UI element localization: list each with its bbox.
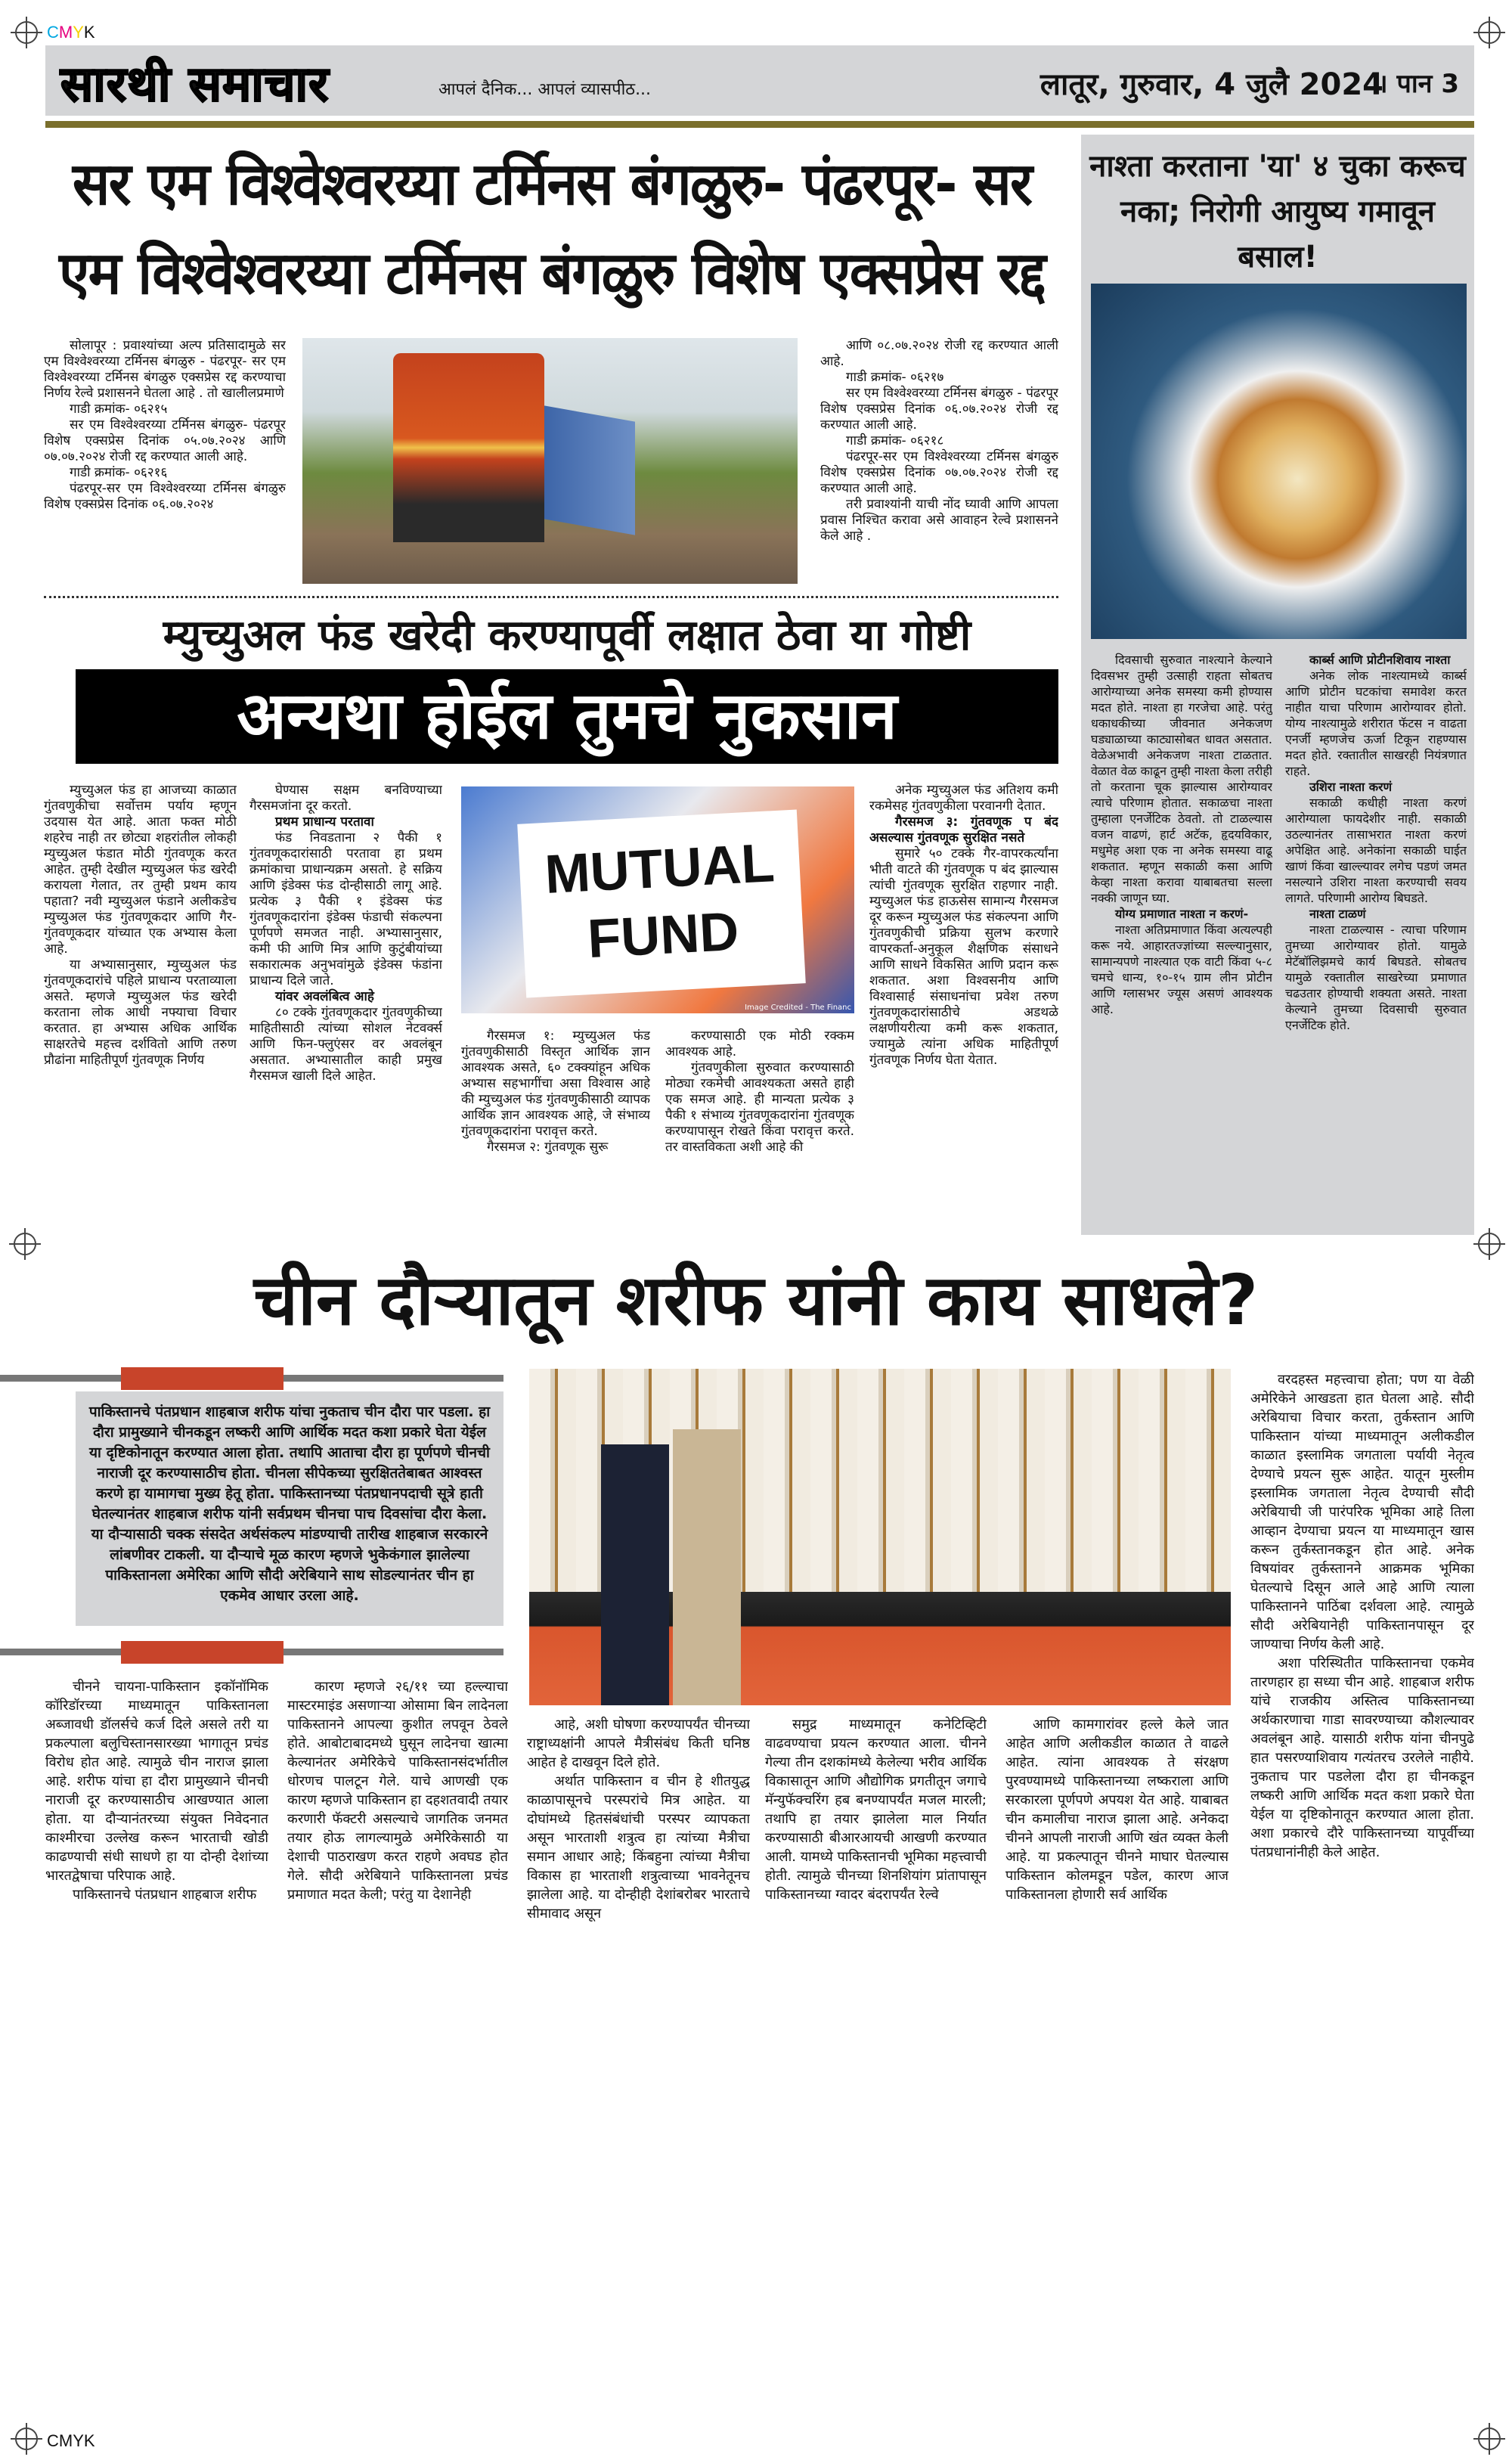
breakfast-photo xyxy=(1091,284,1467,639)
mutual-fund-kicker: म्युच्युअल फंड खरेदी करण्यापूर्वी लक्षात ठेवा या गोष्टी xyxy=(163,611,971,660)
mf-column-1: म्युच्युअल फंड हा आजच्या काळात गुंतवणुकीचा सर्वोत्तम पर्याय म्हणून उदयास येत आहे. आता फक्त मोठी शहरेच नाही तर छोट्या शहरांतील लोकही म्युच्युअल फंडात मोठी गुंतवणूक करत आहेत. तुम्ही देखील म्युच्युअल फंड खरेदी करायला गेलात, तर तुम्ही प्रथम काय पहाता? नवी म्युच्युअल फंडाने अलीकडेच म्युच्युअल फंड गुंतवणूकदार आणि गैर-गुंतवणूकदार यांच्यात एक अभ्यास केला आहे. या अभ्यासानुसार, म्युच्युअल फंड गुंतवणूकदारांचे पहिले प्राधान्य परताव्याला असते. म्हणजे म्युच्युअल फंड खरेदी करताना लोक आधी नफ्याचा विचार करतात. हा अभ्यास अधिक आर्थिक साक्षरतेचे महत्त्व दर्शवितो आणि तरुण प्रौढांना माहितीपूर्ण गुंतवणूक निर्णय xyxy=(44,783,237,1068)
china-column-5: आणि कामगारांवर हल्ले केले जात आहेत आणि अलीकडील काळात ते वाढले आहेत. त्यांना आवश्यक ते संरक्षण पुरवण्यामध्ये पाकिस्तानच्या लष्कराला आणि सरकारला पूर्णपणे अपयश येत आहे. याबाबत चीन कमालीचा नाराज झाला आहे. अनेकदा चीनने आपली नाराजी आणि खंत व्यक्त केली आहे. या प्रकल्पातून चीनने माघार घेतल्यास पाकिस्तान कोलमडून पडेल, कारण आज पाकिस्तानला होणारी सर्व आर्थिक xyxy=(1005,1717,1228,1903)
china-column-1: चीनने चायना-पाकिस्तान इकॉनॉमिक कॉरिडॉरच्या माध्यमातून पाकिस्तानला अब्जावधी डॉलर्सचे कर्ज दिले असले तरी या प्रकल्पाला बलुचिस्तानसारख्या भागातून प्रचंड विरोध होत आहे. त्यामुळे चीन नाराज झाला आहे. शरीफ यांचा हा दौरा प्रामुख्याने चीनची नाराजी दूर करण्यासाठीच आखण्यात आला होता. या दौऱ्यानंतरच्या संयुक्त निवेदनात काश्मीरचा उल्लेख करून भारताची खोडी काढण्याची संधी साधणे हा या दोन्ही देशांच्या भारतद्वेषाचा परिपाक आहे. पाकिस्तानचे पंतप्रधान शाहबाज शरीफ xyxy=(45,1679,268,1903)
mf-column-4: करण्यासाठी एक मोठी रक्कम आवश्यक आहे. गुंतवणुकीला सुरुवात करण्यासाठी मोठ्या रकमेची आवश्यकता असते हाही एक समज आहे. ही मान्यता प्रत्येक ३ पैकी १ संभाव्य गुंतवणूकदारांना गुंतवणूक करण्यापासून रोखते किंवा परावृत्त करते. तर वास्तविकता अशी आहे की xyxy=(665,1028,854,1155)
tagline: आपलं दैनिक... आपलं व्यासपीठ... xyxy=(438,80,652,99)
china-column-4: समुद्र माध्यमातून कनेटिव्हिटी वाढवण्याचा प्रयत्न करण्यात आला. चीनने गेल्या तीन दशकांमध्ये केलेल्या भरीव आर्थिक विकासातून आणि औद्योगिक प्रगतीतून जगाचे मॅन्युफॅक्चरिंग हब बनण्यापर्यंत मजल मारली; तथापि हा तयार झालेला माल निर्यात करण्यासाठी बीआरआयची आखणी करण्यात आली. यामध्ये पाकिस्तानची भूमिका महत्त्वाची होती. त्यामुळे चीनच्या शिनशियांग प्रांतापासून पाकिस्तानच्या ग्वादर बंदरापर्यंत रेल्वे xyxy=(765,1717,987,1903)
registration-mark-icon xyxy=(1478,1233,1501,1255)
china-headline-box xyxy=(106,1252,1406,1354)
registration-mark-icon xyxy=(1478,2427,1501,2450)
masthead-rule xyxy=(45,121,1474,128)
section-divider xyxy=(44,596,1058,598)
dateline: लातूर, गुरुवार, 4 जुलै 2024 xyxy=(1040,67,1383,102)
mf-column-3: गैरसमज १: म्युच्युअल फंड गुंतवणुकीसाठी विस्तृत आर्थिक ज्ञान आवश्यक असते, ६० टक्क्यांहून अधिक अभ्यास सहभागींचा असा विश्वास आहे की म्युच्युअल फंड गुंतवणुकीसाठी व्यापक आर्थिक ज्ञान आवश्यक आहे, जे संभाव्य गुंतवणूकदारांना परावृत्त करते. गैरसमज २: गुंतवणूक सुरू xyxy=(461,1028,650,1155)
mutual-fund-headline: अन्यथा होईल तुमचे नुकसान xyxy=(76,669,1058,764)
registration-mark-icon xyxy=(15,21,38,44)
china-column-2: कारण म्हणजे २६/११ च्या हल्ल्याचा मास्टरमाइंड असणाऱ्या ओसामा बिन लादेनला पाकिस्तानने आपल्या कुशीत लपवून ठेवले होते. आबोटाबादमध्ये घुसून लादेनचा खात्मा केल्यानंतर अमेरिकेचे पाकिस्तानसंदर्भातील धोरणच पालटून गेले. याचे आणखी एक कारण म्हणजे पाकिस्तान हा दहशतवादी तयार करणारी फॅक्टरी असल्याचे जागतिक जनमत तयार होऊ लागल्यामुळे अमेरिकेसाठी या देशाची पाठराखण करत राहणे अवघड होत गेले. सौदी अरेबियाने पाकिस्तानला प्रचंड प्रमाणात मदत केली; परंतु या देशानेही xyxy=(287,1679,508,1903)
breakfast-headline: नाश्ता करताना 'या' ४ चुका करूच नका; निरोगी आयुष्य गमावून बसाल! xyxy=(1089,149,1466,275)
china-column-3: आहे, अशी घोषणा करण्यापर्यंत चीनच्या राष्ट्राध्यक्षांनी आपले मैत्रीसंबंध किती घनिष्ठ आहेत हे दाखवून दिले होते. अर्थात पाकिस्तान व चीन हे शीतयुद्ध काळापासूनचे परस्परांचे मित्र आहेत. या दोघांमध्ये हितसंबंधांची परस्पर व्यापकता असून भारताशी शत्रुत्व हा त्यांच्या मैत्रीचा समान आधार आहे; किंबहुना त्यांच्या मैत्रीचा विकास हा भारताशी शत्रुत्वाच्या भावनेतूनच झालेला आहे. या दोन्हीही देशांबरोबर भारताचे सीमावाद असून xyxy=(527,1717,750,1922)
print-color-mark: CMYK xyxy=(47,23,95,42)
train-story-left-column: सोलापूर : प्रवाश्यांच्या अल्प प्रतिसादामुळे सर एम विश्वेश्वरय्या टर्मिनस बंगळुरु - पंढरपूर- सर एम विश्वेश्वरय्या टर्मिनस बंगळुरु एक्सप्रेस रद्द करण्याचा निर्णय रेल्वे प्रशासनने घेतला आहे . तो खालीलप्रमाणे गाडी क्रमांक- ०६२१५ सर एम विश्वेश्वरय्या टर्मिनस बंगळुरु- पंढरपूर विशेष एक्सप्रेस दिनांक ०५.०७.२०२४ आणि ०७.०७.२०२४ रोजी रद्द करण्यात आली आहे. गाडी क्रमांक- ०६२१६ पंढरपूर-सर एम विश्वेश्वरय्या टर्मिनस बंगळुरु विशेष एक्सप्रेस दिनांक ०६.०७.२०२४ xyxy=(44,338,286,512)
page-number: । पान 3 xyxy=(1377,69,1459,99)
mf-column-2: घेण्यास सक्षम बनविण्याच्या गैरसमजांना दूर करतो. प्रथम प्राधान्य परतावा फंड निवडताना २ पैकी १ गुंतवणूकदारांसाठी परतावा हा प्रथम क्रमांकाचा प्राधान्यक्रम असतो. हे सक्रिय आणि इंडेक्स फंड दोन्हीसाठी लागू आहे. प्रत्येक ३ पैकी १ इंडेक्स फंड गुंतवणूकदारांना इंडेक्स फंडाची संकल्पना पूर्णपणे समजत नाही. अभ्यासानुसार, कमी फी आणि मित्र आणि कुटुंबीयांच्या सकारात्मक अनुभवांमुळे इंडेक्स फंडांना प्राधान्य दिले जाते. यांवर अवलंबित्व आहे ८० टक्के गुंतवणूकदार गुंतवणुकीच्या माहितीसाठी त्यांच्या सोशल नेटवर्क्स आणि फिन-फ्लुएंसर वर अवलंबून असतात. अभ्यासातील काही प्रमुख गैरसमज खाली दिले आहेत. xyxy=(249,783,442,1084)
mf-column-5: अनेक म्युच्युअल फंड अतिशय कमी रकमेसह गुंतवणुकीला परवानगी देतात. गैरसमज ३: गुंतवणूक प बंद असल्यास गुंतवणूक सुरक्षित नसते सुमारे ५० टक्के गैर-वापरकर्त्यांना भीती वाटते की गुंतवणूक प बंद झाल्यास त्यांची गुंतवणूक सुरक्षित राहणार नाही. म्युच्युअल फंड हाऊसेस सामान्य गैरसमज दूर करून म्युच्युअल फंड संकल्पना आणि गुंतवणुकीची प्रक्रिया सुलभ करणारे वापरकर्ता-अनुकूल शैक्षणिक संसाधने आणि साधने विकसित आणि प्रदान करू शकतात. अशा विश्वसनीय आणि विश्वासार्ह संसाधनांचा प्रवेश तरुण गुंतवणूकदारांसाठीचे अडथळे लक्षणीयरीत्या कमी करू शकतात, ज्यामुळे त्यांना अधिक माहितीपूर्ण गुंतवणूक निर्णय घेता येतात. xyxy=(869,783,1058,1068)
breakfast-column-1: दिवसाची सुरुवात नाश्त्याने केल्याने दिवसभर तुम्ही उत्साही राहता सोबतच आरोग्याच्या अनेक समस्या कमी होण्यास मदत होते. नाश्ता हा गरजेचा आहे. परंतु धकाधकीच्या जीवनात अनेकजण घड्याळाच्या काट्यासोबत धावत असतात. वेळेअभावी अनेकजण नाश्ता टाळतात. वेळात वेळ काढून तुम्ही नाश्ता केला तरीही तो करताना चूक झाल्यास आरोग्यावर त्याचे परिणाम होतात. सकाळचा नाश्ता तुम्हाला एनर्जेटिक ठेवतो. तो टाळल्यास वजन वाढणं, हार्ट अटॅक, हृदयविकार, मधुमेह अशा एक ना अनेक समस्या वाढू शकतात. म्हणून सकाळी कसा आणि केव्हा नाश्ता करावा याबाबतचा सल्ला नक्की जाणून घ्या. योग्य प्रमाणात नाश्ता न करणं- नाश्ता अतिप्रमाणात किंवा अत्यल्पही करू नये. आहारतज्ज्ञांच्या सल्ल्यानुसार, सामान्यपणे नाश्त्यात एक वाटी किंवा ५-८ चमचे धान्य, १०-१५ ग्राम लीन प्रोटीन आणि ग्लासभर ज्यूस असणं आवश्यक आहे. xyxy=(1091,653,1272,1016)
decorative-rule xyxy=(0,1375,503,1382)
train-photo xyxy=(302,338,798,584)
mutual-fund-image xyxy=(461,786,854,1013)
image-credit: Image Credited - The Financ xyxy=(745,1004,851,1012)
china-lede: पाकिस्तानचे पंतप्रधान शाहबाज शरीफ यांचा नुकताच चीन दौरा पार पडला. हा दौरा प्रामुख्याने चीनकडून लष्करी आणि आर्थिक मदत कशा प्रकारे घेता येईल या दृष्टिकोनातून करण्यात आला होता. तथापि आताचा दौरा हा पूर्णपणे चीनची नाराजी दूर करण्यासाठीच होता. चीनला सीपेकच्या सुरक्षिततेबाबत आश्वस्त करणे हा यामागचा मुख्य हेतू होता. पाकिस्तानच्या पंतप्रधानपदाची सूत्रे हाती घेतल्यानंतर शाहबाज शरीफ यांनी सर्वप्रथम चीनचा पाच दिवसांचा दौरा केला. या दौऱ्यासाठी चक्क संसदेत अर्थसंकल्प मांडण्याची तारीख शाहबाज सरकारने लांबणीवर टाकली. या दौऱ्याचे मूळ कारण म्हणजे भुकेकंगाल झालेल्या पाकिस्तानला अमेरिका आणि सौदी अरेबियाने साथ सोडल्यानंतर चीन हा एकमेव आधार उरला आहे. xyxy=(76,1391,503,1626)
train-headline: सर एम विश्वेश्वरय्या टर्मिनस बंगळुरु- पंढरपूर- सर एम विश्वेश्वरय्या टर्मिनस बंगळुरु विशेष एक्सप्रेस रद्द xyxy=(59,150,1045,308)
china-right-column: वरदहस्त महत्त्वाचा होता; पण या वेळी अमेरिकेने आखडता हात घेतला आहे. सौदी अरेबियाचा विचार करता, तुर्कस्तान आणि पाकिस्तान यांच्या माध्यमातून अलीकडील काळात इस्लामिक जगताला पर्यायी नेतृत्व देण्याचे प्रयत्न सुरू आहेत. यातून मुस्लीम इस्लामिक जगताला नेतृत्व देण्याची सौदी अरेबियाची जी पारंपरिक भूमिका आहे तिला आव्हान देण्याचा प्रयत्न या माध्यमातून खास करून तुर्कस्तानकडून होत आहे. अनेक विषयांवर तुर्कस्तानने आक्रमक भूमिका घेतल्याचे दिसून आले आहे आणि त्याला पाकिस्तानने पाठिंबा दर्शवला आहे. त्यामुळे सौदी अरेबियानेही पाकिस्तानपासून दूर जाण्याचा निर्णय केली आहे. अशा परिस्थितीत पाकिस्तानचा एकमेव तारणहार हा सध्या चीन आहे. शाहबाज शरीफ यांचे राजकीय अस्तित्व पाकिस्तानच्या अर्थकारणाचा गाडा सावरण्याच्या कौशल्यावर अवलंबून आहे. यासाठी शरीफ यांना चीनपुढे हात पसरण्याशिवाय गत्यंतरच उरलेले नाहीये. नुकताच पार पडलेला दौरा हा चीनकडून लष्करी आणि आर्थिक मदत कशा प्रकारे घेता येईल या दृष्टिकोनातून करण्यात आला होता. अशा प्रकारचे दौरे पाकिस्तानच्या यापूर्वीच्या पंतप्रधानांनीही केले आहेत. xyxy=(1250,1372,1474,1860)
train-story-right-column: आणि ०८.०७.२०२४ रोजी रद्द करण्यात आली आहे. गाडी क्रमांक- ०६२१७ सर एम विश्वेश्वरय्या टर्मिनस बंगळुरु - पंढरपूर विशेष एक्सप्रेस दिनांक ०६.०७.२०२४ रोजी रद्द करण्यात आली आहे. गाडी क्रमांक- ०६२१८ पंढरपूर-सर एम विश्वेश्वरय्या टर्मिनस बंगळुरु विशेष एक्सप्रेस दिनांक ०७.०७.२०२४ रोजी रद्द करण्यात आली आहे. तरी प्रवाश्यांनी याची नोंद घ्यावी आणि आपला प्रवास निश्चित करावा असे आवाहन रेल्वे प्रशासनने केले आहे . xyxy=(820,338,1058,544)
print-color-mark: CMYK xyxy=(47,2431,95,2450)
honor-guard-photo xyxy=(529,1369,1231,1705)
newspaper-logo: सारथी समाचार xyxy=(60,57,330,113)
masthead xyxy=(45,45,1474,116)
breakfast-column-2: कार्ब्स आणि प्रोटीनशिवाय नाश्ता अनेक लोक नाश्त्यामध्ये कार्ब्स आणि प्रोटीन घटकांचा समावेश करत नाहीत याचा परिणाम आरोग्यावर होतो. योग्य नाश्त्यामुळे शरीरात फॅटस न वाढता एनर्जी म्हणजेच ऊर्जा टिकून राहण्यास मदत होते. रक्तातील साखरही नियंत्रणात राहते. उशिरा नाश्ता करणं सकाळी कधीही नाश्ता करणं आरोग्याला फायदेशीर नाही. सकाळी उठल्यानंतर तासाभरात नाश्ता करणं अपेक्षित आहे. अनेकांना सकाळी घाईत खाणं किंवा खाल्ल्यावर लगेच पडणं जमत नसल्याने उशिरा नाश्ता करण्याची सवय लागते. परिणामी आरोग्य बिघडते. नाश्ता टाळणं नाश्ता टाळल्यास - त्याचा परिणाम तुमच्या आरोग्यावर होतो. यामुळे मेटॅबॉलिझमचे कार्य बिघडते. सोबतच यामुळे रक्तातील साखरेच्या प्रमाणात चढउतार होण्याची शक्यता असते. नाश्ता केल्याने तुमच्या दिवसाची सुरुवात एनर्जेटिक होते. xyxy=(1285,653,1467,1032)
registration-mark-icon xyxy=(14,1233,36,1255)
mutual-fund-image-text: MUTUAL FUND xyxy=(517,809,806,997)
registration-mark-icon xyxy=(1478,21,1501,44)
decorative-rule xyxy=(0,1649,503,1655)
china-headline: चीन दौऱ्यातून शरीफ यांनी काय साधले? xyxy=(253,1260,1259,1341)
registration-mark-icon xyxy=(15,2427,38,2450)
train-headline-box xyxy=(53,140,1051,321)
